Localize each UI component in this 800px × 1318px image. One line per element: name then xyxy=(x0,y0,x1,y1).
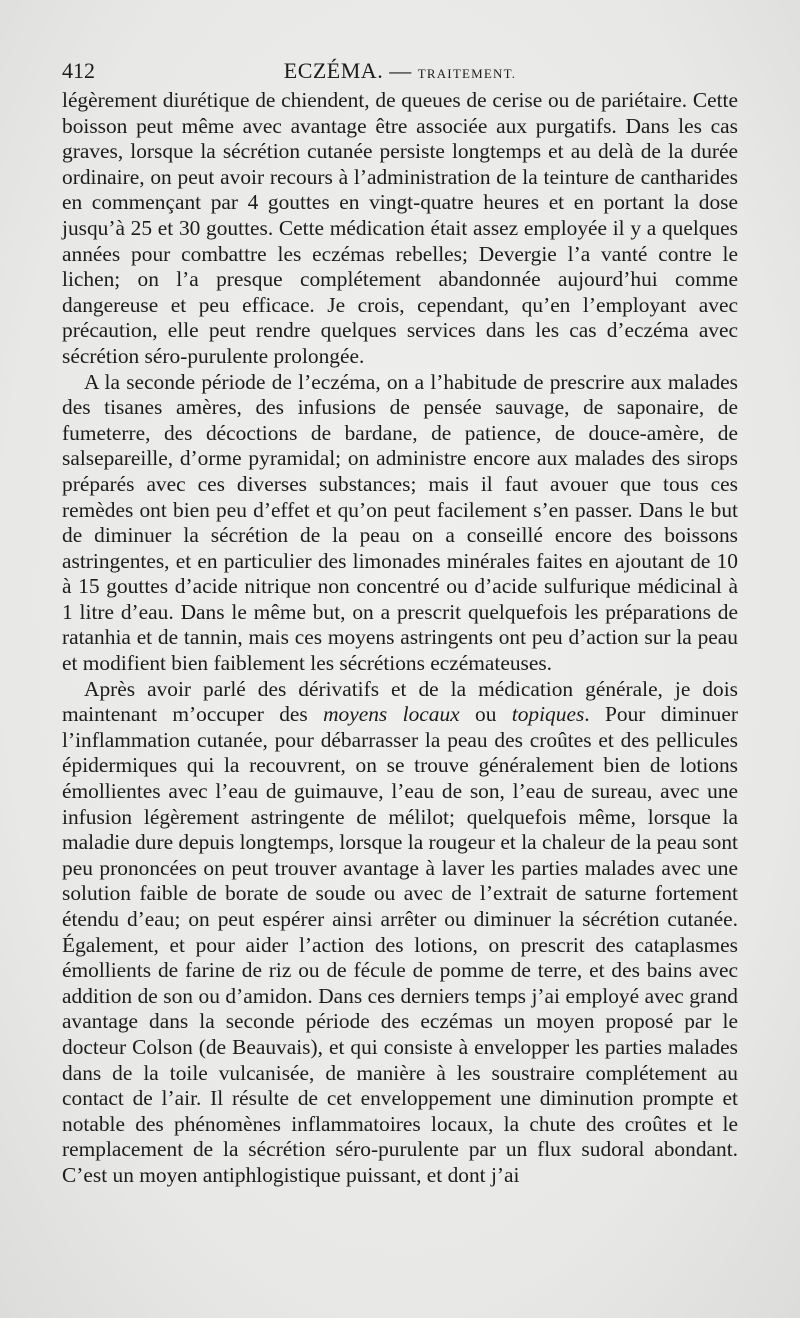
chapter-title: ECZÉMA. xyxy=(283,58,384,83)
italic-term: topiques xyxy=(511,702,585,727)
running-header xyxy=(62,56,738,86)
paragraph-text: ou xyxy=(459,702,512,727)
section-subtitle: TRAITEMENT. xyxy=(417,66,517,81)
title-separator: — xyxy=(389,58,412,83)
running-title xyxy=(62,56,738,89)
italic-term: moyens locaux xyxy=(323,702,460,727)
page-number: 412 xyxy=(62,58,95,83)
paragraph-text: légèrement diurétique de chiendent, de queues de cerise ou de pariétaire. Cette boisson peut même avec avantage être associée aux purgatifs. Dans les cas graves, lorsque la sécrétion cutanée persiste longtemps et au delà de la durée ordinaire, on peut avoir recours à l’administration de la teinture de cantharides en commençant par 4 gouttes en vingt-quatre heures et en portant la dose jusqu’à 25 et 30 gouttes. Cette médication était assez employée il y a quelques années pour combattre les eczémas rebelles; Devergie l’a vanté contre le lichen; on l’a presque complétement abandonnée aujourd’hui comme dangereuse et peu efficace. Je crois, cependant, qu’en l’employant avec précaution, elle peut rendre quelques services dans les cas d’eczéma avec sécrétion séro-purulente prolongée. xyxy=(62,88,738,368)
paragraph-text: Après avoir parlé des dérivatifs et de la médication générale, je dois maintenant m’occuper des xyxy=(62,676,738,727)
paragraph xyxy=(62,88,738,370)
paragraph-text: . Pour diminuer l’inflammation cutanée, pour débarrasser la peau des croûtes et des pellicules épidermiques qui la recouvrent, on se trouve généralement bien de lotions émollientes avec l’eau de guimauve, l’eau de son, l’eau de sureau, avec une infusion légèrement astringente de mélilot; quelquefois même, lorsque la maladie dure depuis longtemps, lorsque la rougeur et la chaleur de la peau sont peu prononcées on peut trouver avantage à laver les parties malades avec une solution faible de borate de soude ou avec de l’extrait de saturne fortement étendu d’eau; on peut espérer ainsi arrêter ou diminuer la sécrétion cutanée. Également, et pour aider l’action des lotions, on prescrit des cataplasmes émollients de farine de riz ou de fécule de pomme de terre, et des bains avec addition de son ou d’amidon. Dans ces derniers temps j’ai employé avec grand avantage dans la seconde période des eczémas un moyen proposé par le docteur Colson (de Beauvais), et qui consiste à envelopper les parties malades dans de la toile vulcanisée, de manière à les soustraire complétement au contact de l’air. Il résulte de cet enveloppement une diminution prompte et notable des phénomènes inflammatoires locaux, la chute des croûtes et le remplacement de la sécrétion séro-purulente par un flux sudoral abondant. C’est un moyen antiphlogistique puissant, et dont j’ai xyxy=(62,702,738,1187)
paragraph xyxy=(62,677,738,1189)
paragraph-text: A la seconde période de l’eczéma, on a l’habitude de prescrire aux malades des tisanes amères, des infusions de pensée sauvage, de saponaire, de fumeterre, des décoctions de bardane, de patience, de douce-amère, de salsepareille, d’orme pyramidal; on administre encore aux malades des sirops préparés avec ces diverses substances; mais il faut avouer que tous ces remèdes ont bien peu d’effet et qu’on peut facilement s’en passer. Dans le but de diminuer la sécrétion de la peau on a conseillé encore des boissons astringentes, et en particulier des limonades minérales faites en ajoutant de 10 à 15 gouttes d’acide nitrique non concentré ou d’acide sulfurique médicinal à 1 litre d’eau. Dans le même but, on a prescrit quelquefois les préparations de ratanhia et de tannin, mais ces moyens astringents ont peu d’action sur la peau et modifient bien faiblement les sécrétions eczémateuses. xyxy=(62,369,738,676)
paragraph xyxy=(62,370,738,677)
body-text xyxy=(62,88,738,1189)
